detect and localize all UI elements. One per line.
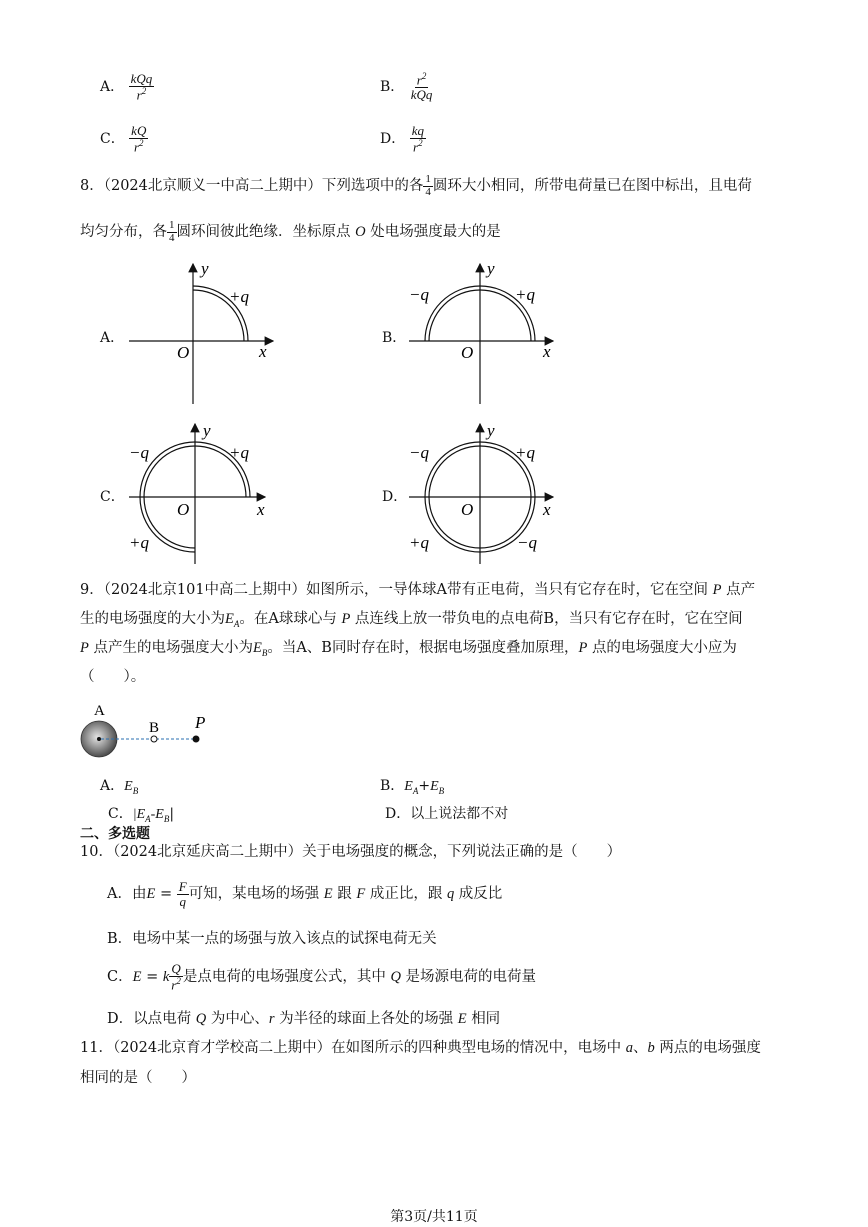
q10-stem: 10．（2024北京延庆高二上期中）关于电场强度的概念，下列说法正确的是（ ） (80, 844, 622, 860)
q8-figure-b-label: B． (382, 330, 407, 346)
text: 生的电场强度的大小为 (80, 611, 225, 627)
text: 成正比，跟 (369, 886, 443, 903)
symbol: -E (150, 807, 164, 822)
text: 8．（2024北京顺义一中高二上期中）下列选项中的各 (80, 178, 424, 194)
page-footer: 第3页/共11页 (390, 1209, 478, 1225)
subscript: A (145, 813, 151, 824)
option-label: A． (100, 778, 125, 794)
symbol: Q (195, 1011, 207, 1027)
text: 可知，某电场的场强 (188, 886, 320, 903)
option-label: A． (100, 78, 125, 95)
charge-label: −q (409, 443, 429, 462)
symbol: E (252, 640, 262, 656)
q8-figure-a (125, 258, 285, 408)
fraction (177, 880, 189, 908)
text: 是点电荷的电场强度公式，其中 (182, 968, 386, 985)
text: C． (107, 968, 133, 985)
q9-option-d: D．以上说法都不对 (385, 806, 509, 822)
sphere-center (97, 737, 101, 741)
numerator: kq (411, 123, 424, 138)
symbol: E (132, 968, 142, 985)
point-p: P (80, 640, 89, 656)
y-label: y (203, 421, 211, 440)
q9-stem-line3 (80, 634, 737, 667)
charge-label: +q (129, 533, 149, 552)
point-p: P (341, 611, 351, 627)
denominator: 4 (425, 185, 431, 198)
q11-stem-line1 (80, 1034, 761, 1062)
label-p: P (195, 713, 206, 732)
symbol: E (404, 779, 413, 794)
symbol: E (225, 611, 234, 627)
point-p-dot (193, 736, 200, 743)
text: A．由 (107, 886, 147, 903)
option-label: B． (380, 778, 405, 794)
q8-figure-a-label: A． (100, 330, 125, 346)
subscript: B (261, 647, 268, 658)
origin-label: O (461, 343, 474, 362)
charge-label: −q (517, 533, 537, 552)
denominator: r (171, 976, 177, 992)
exponent: 2 (418, 137, 423, 148)
symbol: E (323, 886, 333, 903)
q10-option-a: A．由E = $\frac{F}{q}$ 可知，某电场的场强 E 跟 F 成正比，跟 q 成反比 (107, 879, 503, 909)
symbol: |E (132, 807, 146, 822)
option-label: C． (100, 130, 125, 147)
text: 、 (632, 1040, 648, 1056)
text: 相同 (471, 1011, 501, 1027)
text: 11．（2024北京育才学校高二上期中）在如图所示的四种典型电场的情况中，电场中 (80, 1040, 622, 1056)
section-heading: 二、多选题 (80, 826, 150, 842)
x-label: x (257, 500, 265, 519)
charge-label: −q (409, 285, 429, 304)
fraction (409, 72, 435, 102)
text: 。当A、B同时存在时，根据电场强度叠加原理， (267, 640, 579, 656)
q7-option-c (100, 124, 148, 154)
text: 均匀分布，各 (80, 224, 167, 240)
text: 圆环大小相同，所带电荷量已在图中标出，且电荷 (432, 178, 752, 194)
x-label: x (259, 342, 267, 361)
subscript: A (412, 785, 419, 796)
operator: + (418, 778, 431, 794)
exponent: 2 (176, 975, 181, 986)
denominator: r (413, 138, 419, 154)
subscript: B (438, 785, 445, 796)
q8-stem-line2 (80, 218, 501, 246)
fraction (169, 962, 183, 992)
exponent: 2 (139, 137, 144, 148)
q7-option-b (380, 72, 434, 102)
q7-option-d (380, 124, 426, 154)
text: 成反比 (458, 886, 503, 903)
point-a: a (625, 1040, 633, 1056)
denominator: q (179, 893, 186, 909)
fraction (129, 124, 148, 154)
q8-figure-d-label: D． (382, 489, 408, 505)
q9-stem-line2 (80, 605, 743, 638)
text: 跟 (337, 886, 352, 903)
point-p: P (712, 582, 722, 598)
q8-figure-c-label: C． (100, 489, 125, 505)
text: 为中心、 (210, 1011, 269, 1027)
text: 9．（2024北京101中高二上期中）如图所示，一导体球A带有正电荷，当只有它存在时，它在空间 (80, 582, 709, 598)
subscript: B (163, 813, 170, 824)
symbol: E (430, 779, 439, 794)
option-label: D． (380, 130, 406, 147)
q10-option-d (107, 1005, 500, 1033)
y-label: y (487, 421, 495, 440)
q9-stem-line1 (80, 576, 755, 604)
text: 点的电场强度大小应为 (591, 640, 737, 656)
fraction (129, 72, 155, 102)
symbol: k (162, 968, 170, 985)
numerator: 1 (425, 172, 431, 185)
x-label: x (543, 342, 551, 361)
option-label: B． (380, 78, 405, 95)
symbol: | (169, 806, 175, 822)
point-p: P (578, 640, 588, 656)
origin-label: O (177, 343, 190, 362)
q8-figure-c (125, 420, 285, 570)
symbol: E (146, 886, 156, 903)
fraction (410, 124, 426, 154)
q7-option-a (100, 72, 154, 102)
point-charge-b (151, 736, 157, 742)
q9-stem-line4: （ ）。 (80, 669, 146, 685)
text: 为半径的球面上各处的场强 (279, 1011, 454, 1027)
charge-label: +q (229, 443, 249, 462)
exponent: 2 (141, 85, 147, 96)
text: 点产生的电场强度大小为 (93, 640, 253, 656)
charge-label: +q (409, 533, 429, 552)
point-b: b (647, 1040, 655, 1056)
numerator: F (178, 879, 187, 894)
option-label: C． (108, 806, 133, 822)
y-label: y (201, 259, 209, 278)
q9-option-a (100, 775, 138, 796)
numerator: kQ (131, 123, 147, 138)
q8-figure-d (405, 420, 565, 570)
charge-label: −q (129, 443, 149, 462)
denominator: 4 (169, 231, 175, 244)
operator: = (146, 968, 159, 985)
denominator: kQq (410, 86, 433, 102)
text: 。在A球球心与 (239, 611, 337, 627)
q8-figure-b (405, 258, 565, 408)
q9-option-c (108, 803, 174, 824)
q11-stem-line2: 相同的是（ ） (80, 1070, 196, 1086)
y-label: y (487, 259, 495, 278)
q10-option-c (107, 962, 536, 992)
text: 圆环间彼此绝缘．坐标原点 (176, 224, 351, 240)
numerator: r (416, 72, 422, 88)
quarter-fraction (167, 220, 177, 244)
symbol: Q (390, 968, 401, 985)
origin-label: O (461, 500, 474, 519)
q8-stem-line1 (80, 172, 752, 200)
subscript: B (132, 785, 139, 796)
symbol: E (457, 1011, 467, 1027)
denominator: r (136, 86, 142, 102)
x-label: x (543, 500, 551, 519)
symbol: q (446, 886, 455, 903)
q10-option-b: B．电场中某一点的场强与放入该点的试探电荷无关 (107, 931, 437, 947)
symbol: E (124, 779, 133, 794)
denominator: r (133, 138, 140, 154)
origin-label: O (177, 500, 190, 519)
symbol: F (356, 886, 366, 903)
numerator: kQq (130, 71, 153, 86)
text: 处电场强度最大的是 (370, 224, 501, 240)
quarter-fraction (423, 174, 433, 198)
origin-label: O (355, 224, 366, 240)
numerator: 1 (169, 218, 175, 231)
charge-label: +q (515, 443, 535, 462)
q9-figure (75, 700, 215, 762)
label-a: A (94, 703, 105, 719)
symbol: r (268, 1011, 275, 1027)
q9-option-b (380, 775, 444, 796)
charge-label: +q (515, 285, 535, 304)
numerator: Q (171, 961, 181, 976)
charge-label: +q (229, 287, 249, 306)
text: 是场源电荷的电荷量 (405, 968, 537, 985)
exponent: 2 (421, 71, 427, 81)
text: 两点的电场强度 (659, 1040, 761, 1056)
label-b: B (149, 720, 160, 736)
text: 点产 (726, 582, 756, 598)
text: D．以点电荷 (107, 1011, 192, 1027)
text: 点连线上放一带负电的点电荷B，当只有它存在时，它在空间 (354, 611, 743, 627)
subscript: A (233, 618, 240, 629)
